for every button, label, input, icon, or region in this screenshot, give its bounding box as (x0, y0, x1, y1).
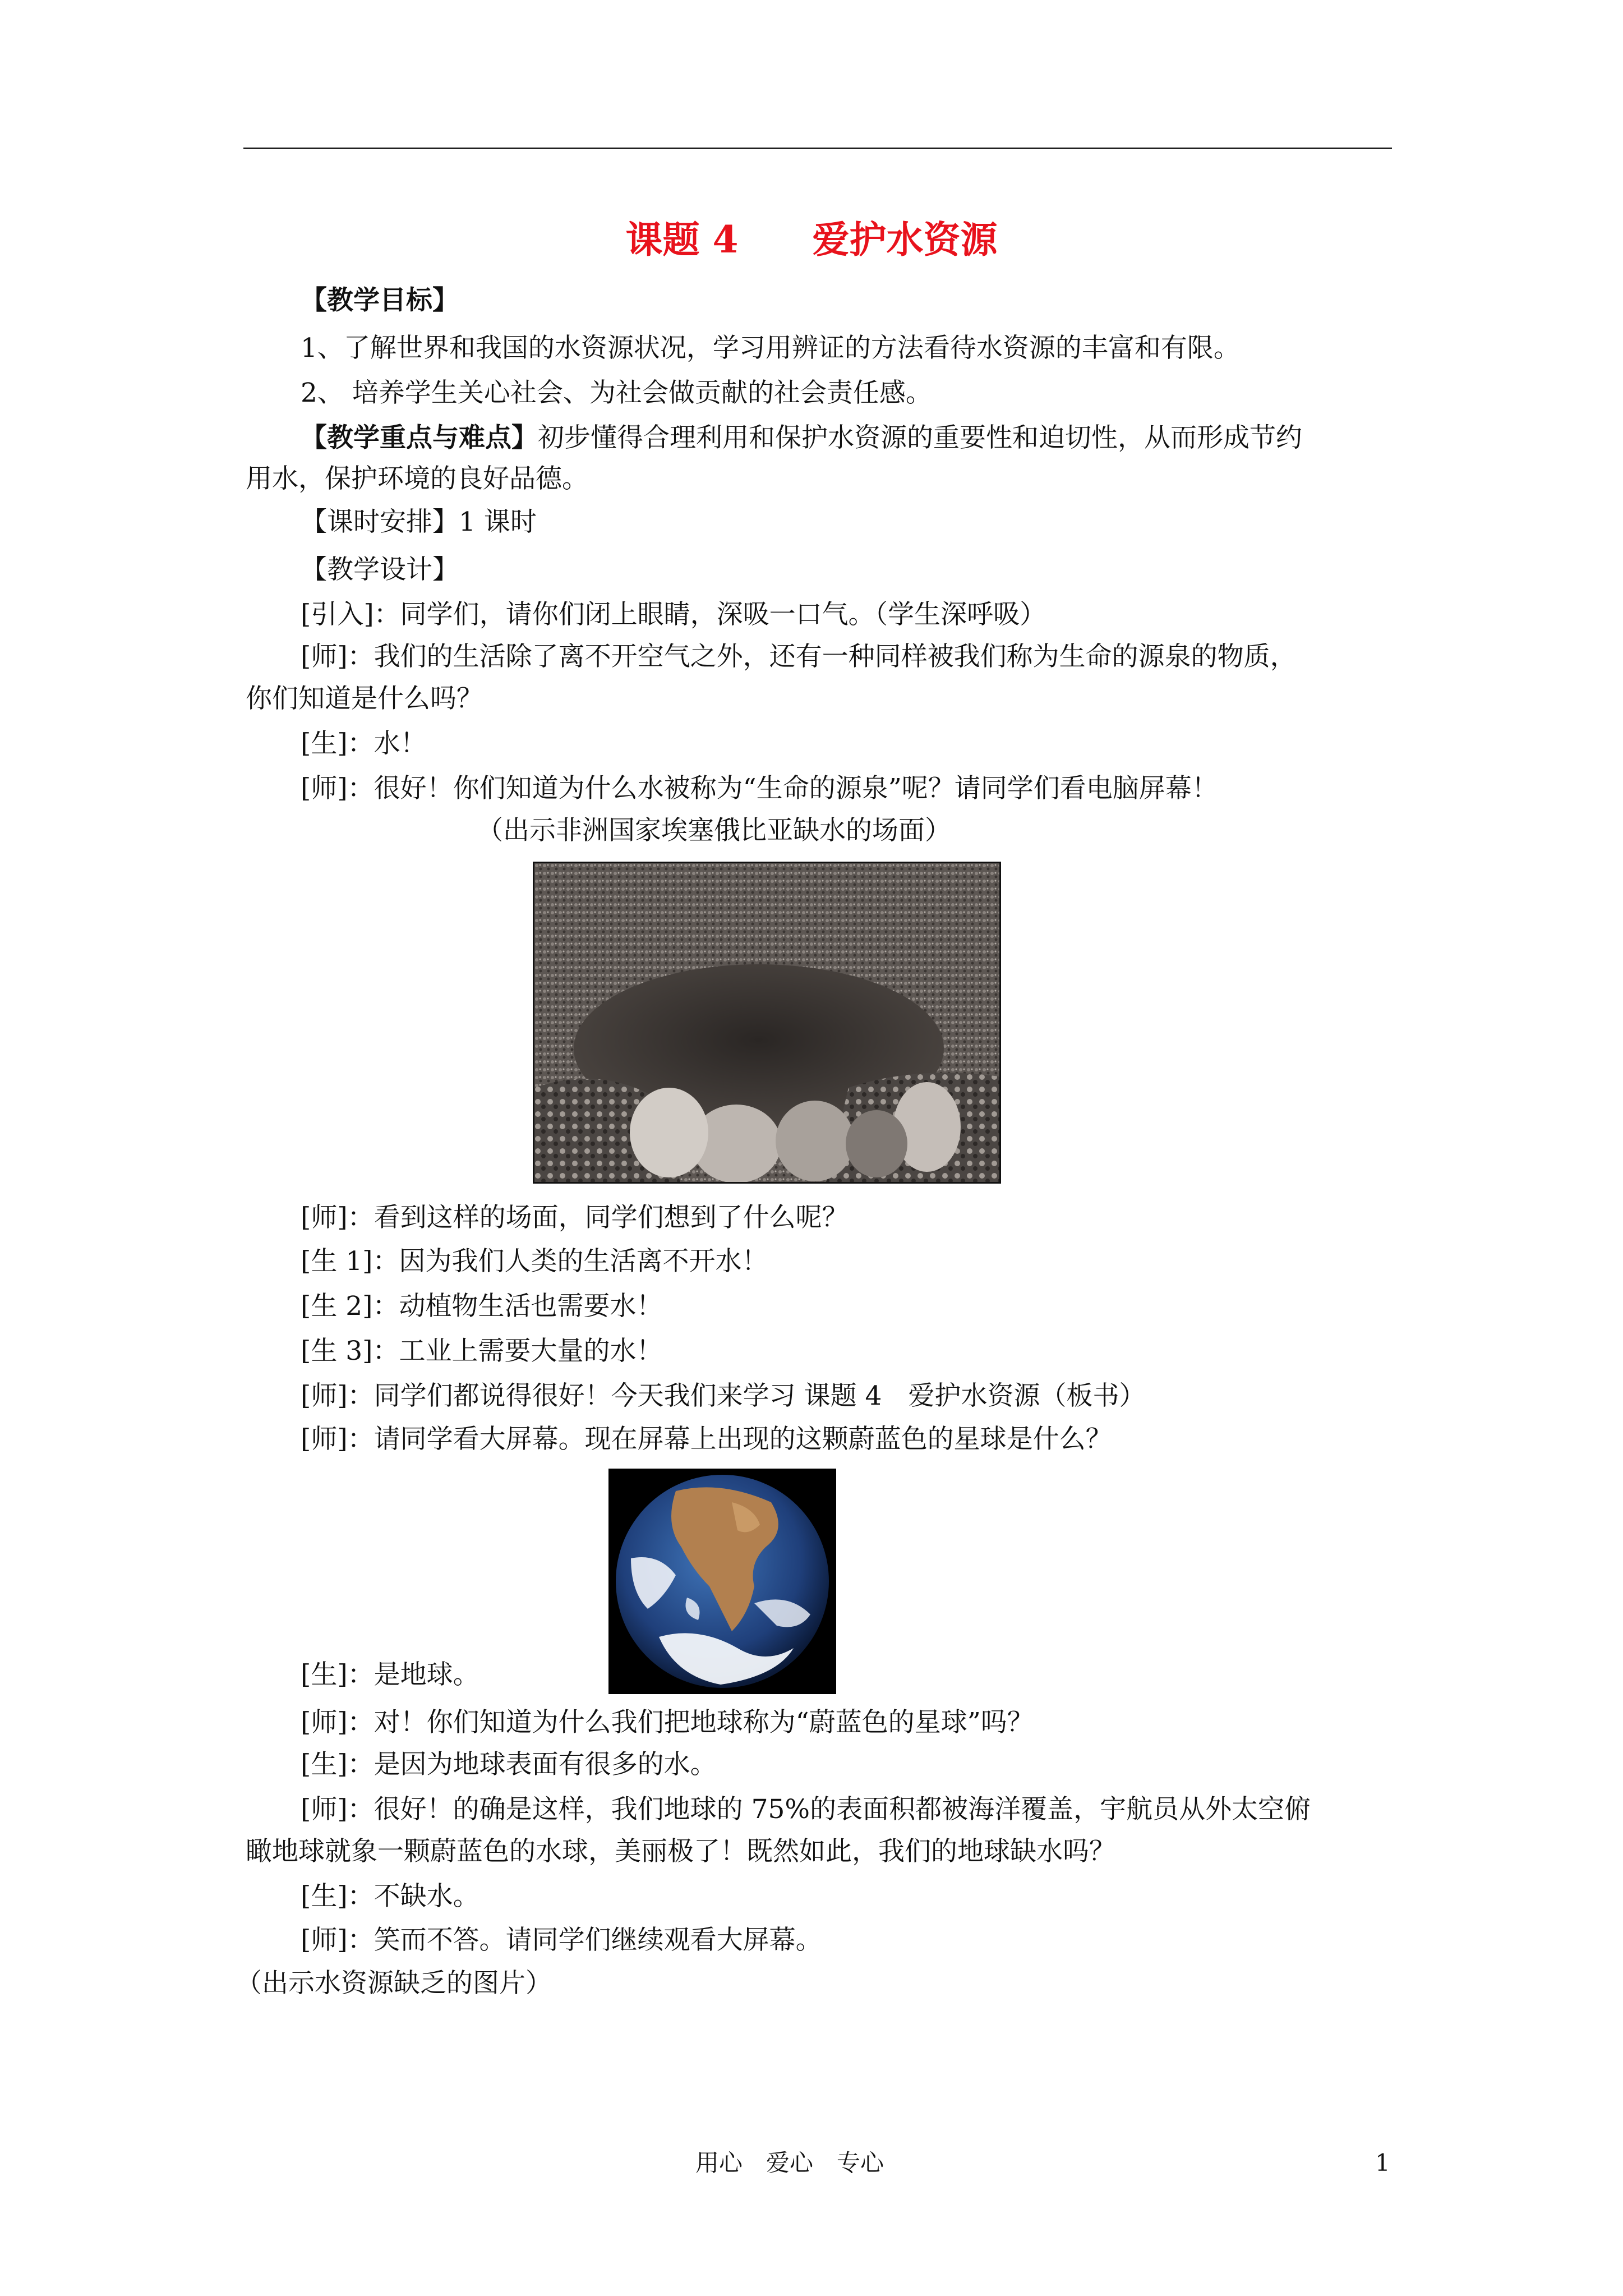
keypoints-heading: 【教学重点与难点】 (301, 422, 538, 453)
dialogue-line: [师]：我们的生活除了离不开空气之外，还有一种同样被我们称为生命的源泉的物质， (301, 641, 1297, 672)
goal-item-2: 2、 培养学生关心社会、为社会做贡献的社会责任感。 (301, 378, 932, 408)
footer-motto: 用心 爱心 专心 (695, 2149, 884, 2177)
dialogue-line: [师]：很好！你们知道为什么水被称为“生命的源泉”呢？请同学们看电脑屏幕！ (301, 773, 1218, 804)
dialogue-line: [师]：看到这样的场面，同学们想到了什么呢？ (301, 1202, 849, 1233)
dialogue-line: [师]：笑而不答。请同学们继续观看大屏幕。 (301, 1925, 822, 1955)
dialogue-line: [师]：同学们都说得很好！今天我们来学习 课题 4 爱护水资源（板书） (301, 1381, 1146, 1411)
dialogue-line: [生]：是地球。 (301, 1659, 479, 1690)
keypoints-text-cont: 用水，保护环境的良好品德。 (246, 463, 588, 494)
crowd-photo (533, 862, 1001, 1184)
goal-item-1: 1、了解世界和我国的水资源状况，学习用辨证的方法看待水资源的丰富和有限。 (301, 333, 1240, 364)
dialogue-line: [师]：请同学看大屏幕。现在屏幕上出现的这颗蔚蓝色的星球是什么？ (301, 1424, 1112, 1455)
dialogue-line: 瞰地球就象一颗蔚蓝色的水球，美丽极了！既然如此，我们的地球缺水吗？ (246, 1836, 1115, 1867)
dialogue-line: 你们知道是什么吗？ (246, 683, 483, 714)
keypoints-text: 初步懂得合理利用和保护水资源的重要性和迫切性，从而形成节约 (538, 422, 1302, 453)
dialogue-line: [生 3]：工业上需要大量的水！ (301, 1336, 663, 1366)
schedule-line: 【课时安排】1 课时 (301, 507, 537, 537)
dialogue-line: [生]：不缺水。 (301, 1881, 479, 1912)
goals-heading: 【教学目标】 (301, 285, 459, 316)
header-rule (243, 148, 1392, 149)
design-heading: 【教学设计】 (301, 554, 459, 585)
dialogue-line: [生]：是因为地球表面有很多的水。 (301, 1749, 717, 1780)
dialogue-line: [引入]：同学们，请你们闭上眼睛，深吸一口气。（学生深呼吸） (301, 599, 1046, 630)
crowd-photo-art (534, 863, 999, 1182)
page-title: 课题 4 爱护水资源 (625, 218, 998, 261)
dialogue-line: [师]：很好！的确是这样，我们地球的 75%的表面积都被海洋覆盖，宇航员从外太空俯 (301, 1794, 1311, 1825)
image-caption: （出示水资源缺乏的图片） (236, 1968, 552, 1999)
page-number: 1 (1375, 2149, 1390, 2177)
dialogue-line: [生 1]：因为我们人类的生活离不开水！ (301, 1246, 768, 1277)
dialogue-line: [生 2]：动植物生活也需要水！ (301, 1291, 663, 1322)
dialogue-line: [师]：对！你们知道为什么我们把地球称为“蔚蓝色的星球”吗？ (301, 1707, 1034, 1738)
keypoints-paragraph (301, 421, 1302, 455)
image-caption: （出示非洲国家埃塞俄比亚缺水的场面） (477, 815, 951, 846)
dialogue-line: [生]：水！ (301, 728, 427, 759)
earth-photo (608, 1469, 836, 1694)
earth-globe-art (608, 1469, 836, 1694)
